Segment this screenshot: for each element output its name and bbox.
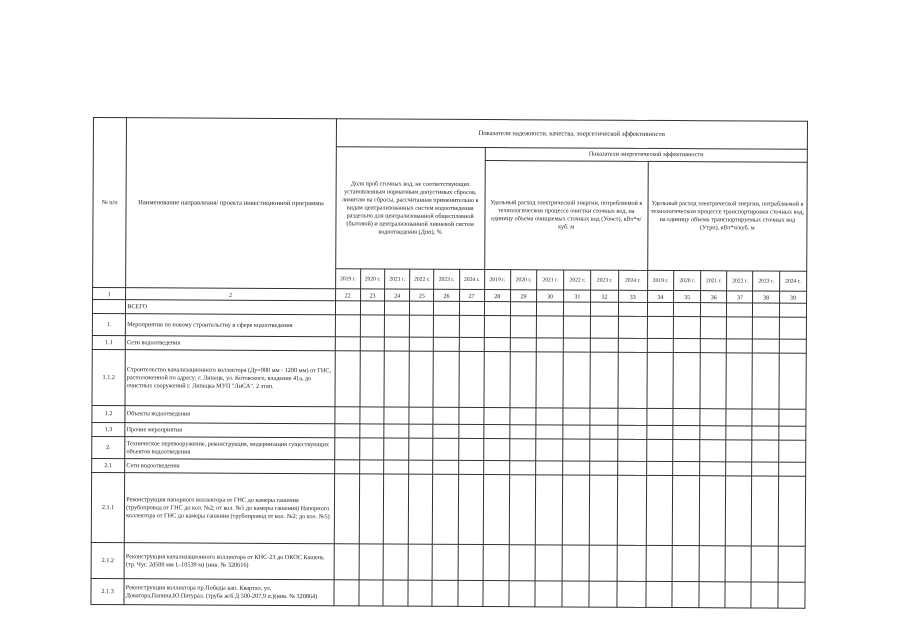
value-cell	[384, 460, 409, 474]
value-cell	[753, 339, 779, 353]
year-cell: 2024 г.	[459, 269, 484, 289]
value-cell	[647, 425, 673, 439]
column-number: 38	[753, 291, 779, 303]
value-cell	[409, 424, 433, 438]
value-cell	[726, 409, 752, 426]
column-number: 36	[701, 291, 727, 303]
year-cell: 2023 г.	[753, 271, 779, 291]
value-cell	[433, 474, 459, 544]
value-cell	[458, 438, 483, 460]
value-cell	[673, 353, 700, 409]
value-cell	[700, 409, 726, 426]
value-cell	[562, 545, 589, 581]
value-cell	[510, 439, 536, 461]
value-cell	[483, 461, 509, 475]
value-cell	[384, 315, 409, 337]
header-group2: Удельный расход электрической энергии, потребляемой в технологическом процессе очистки сточных вод, на единицу объема очищаемых сточных вод (Уочст), кВт*ч/куб. м	[484, 161, 648, 271]
value-cell	[646, 475, 673, 545]
value-cell	[589, 581, 616, 607]
column-number: 37	[727, 291, 753, 303]
column-number: 35	[673, 291, 700, 303]
year-cell: 2022 г.	[564, 270, 591, 290]
value-cell	[647, 316, 673, 338]
header-num: № п/п	[93, 118, 127, 288]
header-energy: Показатели энергетической эффективности	[485, 148, 807, 163]
year-cell: 2021 г.	[701, 271, 727, 291]
value-cell	[699, 476, 726, 546]
value-cell	[335, 301, 360, 315]
value-cell	[335, 407, 360, 424]
value-cell	[647, 302, 673, 316]
value-cell	[699, 582, 725, 608]
row-number: 1.1	[92, 335, 125, 349]
value-cell	[509, 475, 536, 545]
value-cell	[408, 544, 432, 580]
row-name: Строительство канализационного коллектора (Ду=900 мм - 1200 мм) от ГНС, расположенной по адресу: г. Липецк, ул. Котовского, владение 41а, до очистных сооружений г. Липецка МУП "ЛиСА". 2 этап.	[125, 350, 335, 407]
row-name: Объекты водоотведения	[125, 406, 335, 424]
value-cell	[591, 316, 618, 338]
value-cell	[700, 426, 726, 440]
value-cell	[726, 426, 752, 440]
value-cell	[457, 580, 482, 606]
value-cell	[334, 474, 360, 544]
value-cell	[536, 439, 563, 461]
year-cell: 2023 г.	[591, 270, 618, 290]
value-cell	[726, 440, 752, 462]
value-cell	[458, 351, 483, 407]
value-cell	[753, 303, 779, 317]
value-cell	[752, 476, 779, 546]
value-cell	[483, 545, 509, 581]
value-cell	[751, 582, 777, 608]
value-cell	[700, 440, 726, 462]
value-cell	[384, 424, 409, 438]
row-number: 1.	[92, 313, 125, 335]
value-cell	[726, 476, 753, 546]
value-cell	[700, 462, 726, 476]
year-cell: 2020 г.	[360, 269, 384, 289]
year-cell: 2019 г.	[484, 270, 510, 290]
value-cell	[408, 474, 433, 544]
row-number: 2.1.2	[91, 542, 124, 578]
value-cell	[433, 438, 458, 460]
value-cell	[536, 338, 563, 352]
value-cell	[334, 424, 359, 438]
value-cell	[359, 474, 384, 544]
value-cell	[434, 337, 459, 351]
value-cell	[779, 303, 806, 317]
value-cell	[536, 408, 563, 425]
value-cell	[589, 545, 616, 581]
value-cell	[617, 408, 646, 425]
value-cell	[483, 475, 510, 545]
value-cell	[509, 545, 535, 581]
value-cell	[752, 409, 778, 426]
table-row	[92, 349, 806, 409]
row-name: Реконструкция канализационного коллектора от КНС-23 до ОКОС Кашень (тр. Чуг. 2d500 мм L-10539 м) (инв. № 320616)	[124, 543, 334, 580]
value-cell	[484, 352, 510, 408]
year-cell: 2023 г.	[434, 269, 459, 289]
value-cell	[672, 582, 699, 608]
value-cell	[617, 475, 647, 545]
value-cell	[409, 460, 433, 474]
row-number: 1.2	[92, 405, 125, 422]
row-name: Реконструкция напорного коллектора от ГНС до камеры гашения (трубопровод от ГНС до кол. №2; от кол. №5 до камеры гашения) Напорного коллектора от ГНС до камеры гашения (трубопровод от кол. №2; до кол. №5)	[124, 473, 334, 544]
value-cell	[360, 337, 384, 351]
year-cell: 2021 г.	[537, 270, 564, 290]
value-cell	[509, 581, 535, 607]
value-cell	[618, 338, 647, 352]
value-cell	[673, 303, 700, 317]
value-cell	[536, 461, 563, 475]
value-cell	[590, 439, 617, 461]
value-cell	[334, 580, 359, 606]
value-cell	[725, 582, 751, 608]
value-cell	[335, 351, 360, 407]
value-cell	[510, 408, 536, 425]
value-cell	[591, 302, 618, 316]
header-group1: Доля проб сточных вод, не соответствующих установленным нормативам допустимых сбросов, лимитам на сбросы, рассчитанная применительно к видам централизованных систем водоотведения раздельно для централизованной общесплавной (бытовой) и централизованной ливневой систем водоотведения (Дпп), %	[335, 147, 485, 270]
value-cell	[410, 315, 434, 337]
value-cell	[384, 301, 409, 315]
value-cell	[458, 407, 483, 424]
value-cell	[564, 302, 591, 316]
value-cell	[591, 338, 618, 352]
value-cell	[383, 474, 409, 544]
value-cell	[510, 302, 536, 316]
year-cell: 2020 г.	[510, 270, 536, 290]
row-name: Сети водоотведения	[125, 459, 335, 474]
value-cell	[673, 409, 700, 426]
value-cell	[727, 303, 753, 317]
value-cell	[484, 302, 510, 316]
value-cell	[778, 462, 805, 476]
value-cell	[384, 438, 409, 460]
value-cell	[618, 302, 647, 316]
value-cell	[590, 352, 617, 408]
value-cell	[564, 316, 591, 338]
year-cell: 2022 г.	[727, 271, 753, 291]
value-cell	[384, 407, 409, 424]
value-cell	[779, 353, 807, 409]
header-group3: Удельный расход электрической энергии, потребляемой в технологическом процессе транспортировки сточных вод, на единицу объема транспортируемых сточных вод (Утрп), кВт*ч/куб. м	[647, 161, 807, 271]
row-name: Реконструкция коллектора пр.Победы кап. Квартал, ул. Доватора,Папина,Ю.Пятурал. (труба ж/б Д 500-207,9 п.)(инв. № 320864)	[124, 579, 334, 606]
column-number: 1	[93, 288, 126, 300]
value-cell	[726, 462, 752, 476]
value-cell	[510, 425, 536, 439]
row-name: Техническое перевооружение, реконструкция, модернизация существующих объектов водоотведения	[125, 437, 335, 460]
value-cell	[673, 440, 700, 462]
value-cell	[483, 425, 509, 439]
document-sheet	[90, 117, 808, 601]
value-cell	[779, 317, 806, 339]
value-cell	[360, 351, 384, 407]
value-cell	[778, 426, 805, 440]
value-cell	[647, 408, 673, 425]
header-indicators: Показатели надежности, качества, энергетической эффективности	[336, 119, 807, 149]
value-cell	[360, 315, 384, 337]
value-cell	[434, 301, 459, 315]
value-cell	[433, 424, 458, 438]
value-cell	[563, 425, 590, 439]
value-cell	[563, 338, 590, 352]
header-name: Наименование направления/ проекта инвестиционной программы	[126, 118, 336, 289]
value-cell	[408, 580, 432, 606]
row-name: Сети водоотведения	[126, 336, 336, 351]
value-cell	[727, 317, 753, 339]
value-cell	[536, 316, 563, 338]
value-cell	[563, 408, 590, 425]
value-cell	[434, 315, 459, 337]
value-cell	[535, 475, 563, 545]
value-cell	[673, 339, 700, 353]
value-cell	[409, 337, 433, 351]
value-cell	[359, 544, 383, 580]
value-cell	[752, 546, 778, 582]
year-cell: 2020 г.	[674, 271, 701, 291]
value-cell	[383, 580, 408, 606]
value-cell	[484, 338, 510, 352]
value-cell	[510, 352, 536, 408]
value-cell	[673, 317, 700, 339]
value-cell	[458, 474, 484, 544]
value-cell	[458, 544, 483, 580]
value-cell	[359, 580, 383, 606]
value-cell	[617, 545, 646, 581]
value-cell	[673, 462, 700, 476]
value-cell	[484, 408, 510, 425]
row-name: Прочие мероприятия	[125, 423, 335, 438]
value-cell	[617, 461, 646, 475]
value-cell	[359, 460, 383, 474]
value-cell	[563, 461, 590, 475]
value-cell	[725, 546, 751, 582]
value-cell	[334, 438, 359, 460]
value-cell	[510, 338, 536, 352]
value-cell	[752, 353, 778, 409]
value-cell	[458, 460, 483, 474]
row-number: 2.1.3	[91, 578, 124, 604]
value-cell	[432, 580, 457, 606]
value-cell	[383, 544, 408, 580]
value-cell	[646, 439, 672, 461]
column-number: 34	[647, 290, 673, 302]
year-cell: 2024 г.	[779, 271, 806, 291]
value-cell	[727, 339, 753, 353]
value-cell	[700, 317, 726, 339]
year-cell: 2019 г.	[335, 269, 360, 289]
column-number: 25	[410, 289, 434, 301]
value-cell	[618, 352, 647, 408]
table-body	[91, 300, 807, 609]
column-number: 33	[618, 290, 647, 302]
value-cell	[590, 461, 617, 475]
value-cell	[459, 315, 484, 337]
column-number: 2	[126, 288, 336, 301]
row-number	[92, 300, 125, 314]
value-cell	[701, 303, 727, 317]
value-cell	[360, 301, 384, 315]
value-cell	[536, 425, 563, 439]
value-cell	[384, 337, 409, 351]
row-number: 2.1	[92, 458, 125, 472]
year-cell: 2024 г.	[618, 270, 647, 290]
table-row	[91, 542, 805, 582]
table-row	[91, 472, 805, 546]
value-cell	[459, 301, 484, 315]
value-cell	[510, 316, 536, 338]
value-cell	[778, 476, 806, 546]
value-cell	[433, 351, 458, 407]
value-cell	[752, 462, 778, 476]
row-number: 1.1.2	[92, 349, 126, 405]
value-cell	[334, 544, 359, 580]
value-cell	[563, 439, 590, 461]
value-cell	[778, 546, 806, 582]
value-cell	[617, 439, 646, 461]
value-cell	[779, 339, 806, 353]
value-cell	[484, 316, 510, 338]
value-cell	[673, 426, 700, 440]
column-number: 26	[434, 289, 459, 301]
value-cell	[726, 353, 752, 409]
row-number: 1.3	[92, 422, 125, 436]
value-cell	[409, 438, 433, 460]
value-cell	[699, 546, 725, 582]
value-cell	[536, 302, 563, 316]
value-cell	[334, 460, 359, 474]
value-cell	[700, 353, 726, 409]
value-cell	[409, 351, 433, 407]
column-number: 30	[537, 290, 564, 302]
value-cell	[563, 352, 590, 408]
column-number: 22	[335, 289, 360, 301]
column-number: 23	[360, 289, 384, 301]
column-number: 27	[459, 289, 484, 301]
column-number: 29	[510, 290, 536, 302]
row-name: Мероприятия по новому строительству в сфере водоотведения	[126, 314, 336, 337]
year-cell: 2021 г.	[385, 269, 410, 289]
year-cell: 2019 г.	[647, 270, 673, 290]
value-cell	[752, 440, 778, 462]
value-cell	[753, 317, 779, 339]
row-number: 2.1.1	[91, 472, 125, 542]
value-cell	[672, 476, 700, 546]
value-cell	[646, 461, 672, 475]
value-cell	[562, 581, 589, 607]
value-cell	[335, 337, 360, 351]
value-cell	[646, 581, 672, 607]
value-cell	[410, 301, 434, 315]
column-number: 31	[564, 290, 591, 302]
table-row	[91, 578, 805, 608]
value-cell	[535, 545, 562, 581]
value-cell	[700, 339, 726, 353]
value-cell	[778, 440, 805, 462]
value-cell	[483, 581, 509, 607]
row-number: 2.	[92, 436, 125, 458]
value-cell	[562, 475, 590, 545]
value-cell	[360, 424, 384, 438]
value-cell	[433, 460, 458, 474]
column-number: 39	[779, 291, 806, 303]
year-cell: 2022 г.	[410, 269, 434, 289]
value-cell	[590, 408, 617, 425]
value-cell	[384, 351, 409, 407]
value-cell	[779, 409, 806, 426]
value-cell	[617, 425, 646, 439]
column-number: 28	[484, 290, 510, 302]
value-cell	[360, 407, 384, 424]
value-cell	[752, 426, 778, 440]
value-cell	[647, 338, 673, 352]
value-cell	[618, 316, 647, 338]
value-cell	[335, 315, 360, 337]
value-cell	[409, 407, 433, 424]
value-cell	[647, 352, 673, 408]
value-cell	[536, 352, 563, 408]
value-cell	[433, 407, 458, 424]
value-cell	[458, 424, 483, 438]
value-cell	[483, 439, 509, 461]
value-cell	[509, 461, 535, 475]
row-name: ВСЕГО	[126, 300, 336, 315]
value-cell	[432, 544, 457, 580]
value-cell	[459, 337, 484, 351]
value-cell	[590, 475, 618, 545]
value-cell	[672, 546, 699, 582]
column-number: 32	[591, 290, 618, 302]
value-cell	[590, 425, 617, 439]
value-cell	[535, 581, 562, 607]
indicators-table	[90, 117, 808, 609]
value-cell	[617, 581, 646, 607]
column-number: 24	[385, 289, 410, 301]
value-cell	[360, 438, 384, 460]
value-cell	[646, 545, 672, 581]
value-cell	[778, 582, 805, 608]
